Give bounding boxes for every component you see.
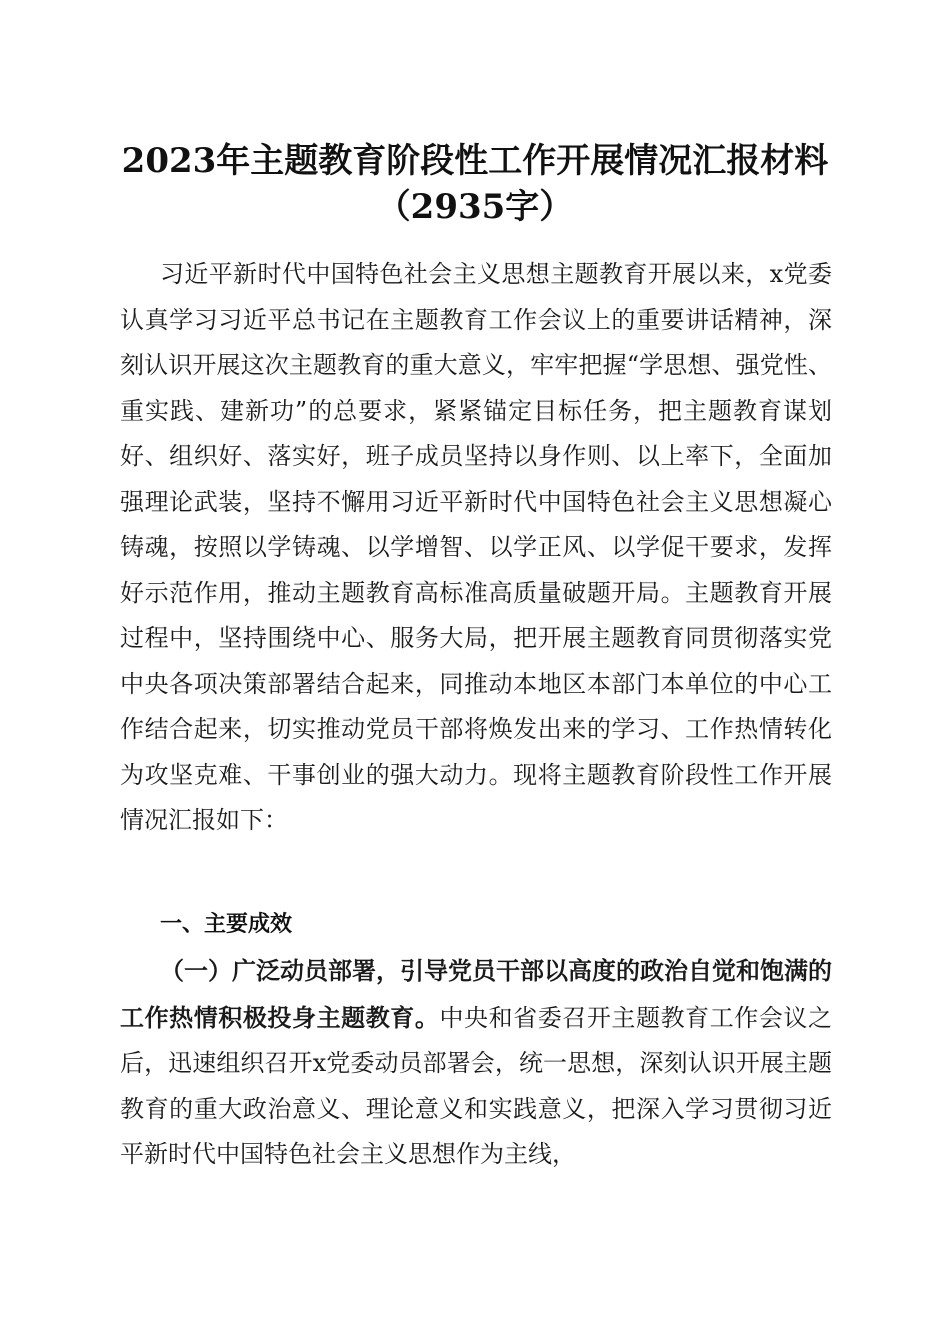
subsection-paragraph	[120, 948, 832, 1178]
section-heading: 一、主要成效	[160, 912, 293, 937]
subsection-body: 中央和省委召开主题教育工作会议之后，迅速组织召开x党委动员部署会，统一思想，深刻认识开展主题教育的重大政治意义、理论意义和实践意义，把深入学习贯彻习近平新时代中国特色社会主义思想作为主线，	[120, 1003, 833, 1168]
document-title: 2023年主题教育阶段性工作开展情况汇报材料（2935字）	[121, 141, 829, 227]
subsection-lead: （一）广泛动员部署，引导党员干部以高度的政治自觉和饱满的工作热情积极投身主题教育。	[120, 956, 832, 1032]
intro-paragraph: 习近平新时代中国特色社会主义思想主题教育开展以来，x党委认真学习习近平总书记在主题教育工作会议上的重要讲话精神，深刻认识开展这次主题教育的重大意义，牢牢把握“学思想、强党性、重实践、建新功”的总要求，紧紧锚定目标任务，把主题教育谋划好、组织好、落实好，班子成员坚持以身作则、以上率下，全面加强理论武装，坚持不懈用习近平新时代中国特色社会主义思想凝心铸魂，按照以学铸魂、以学增智、以学正风、以学促干要求，发挥好示范作用，推动主题教育高标准高质量破题开局。主题教育开展过程中，坚持围绕中心、服务大局，把开展主题教育同贯彻落实党中央各项决策部署结合起来，同推动本地区本部门本单位的中心工作结合起来，切实推动党员干部将焕发出来的学习、工作热情转化为攻坚克难、干事创业的强大动力。现将主题教育阶段性工作开展情况汇报如下：	[120, 260, 832, 834]
